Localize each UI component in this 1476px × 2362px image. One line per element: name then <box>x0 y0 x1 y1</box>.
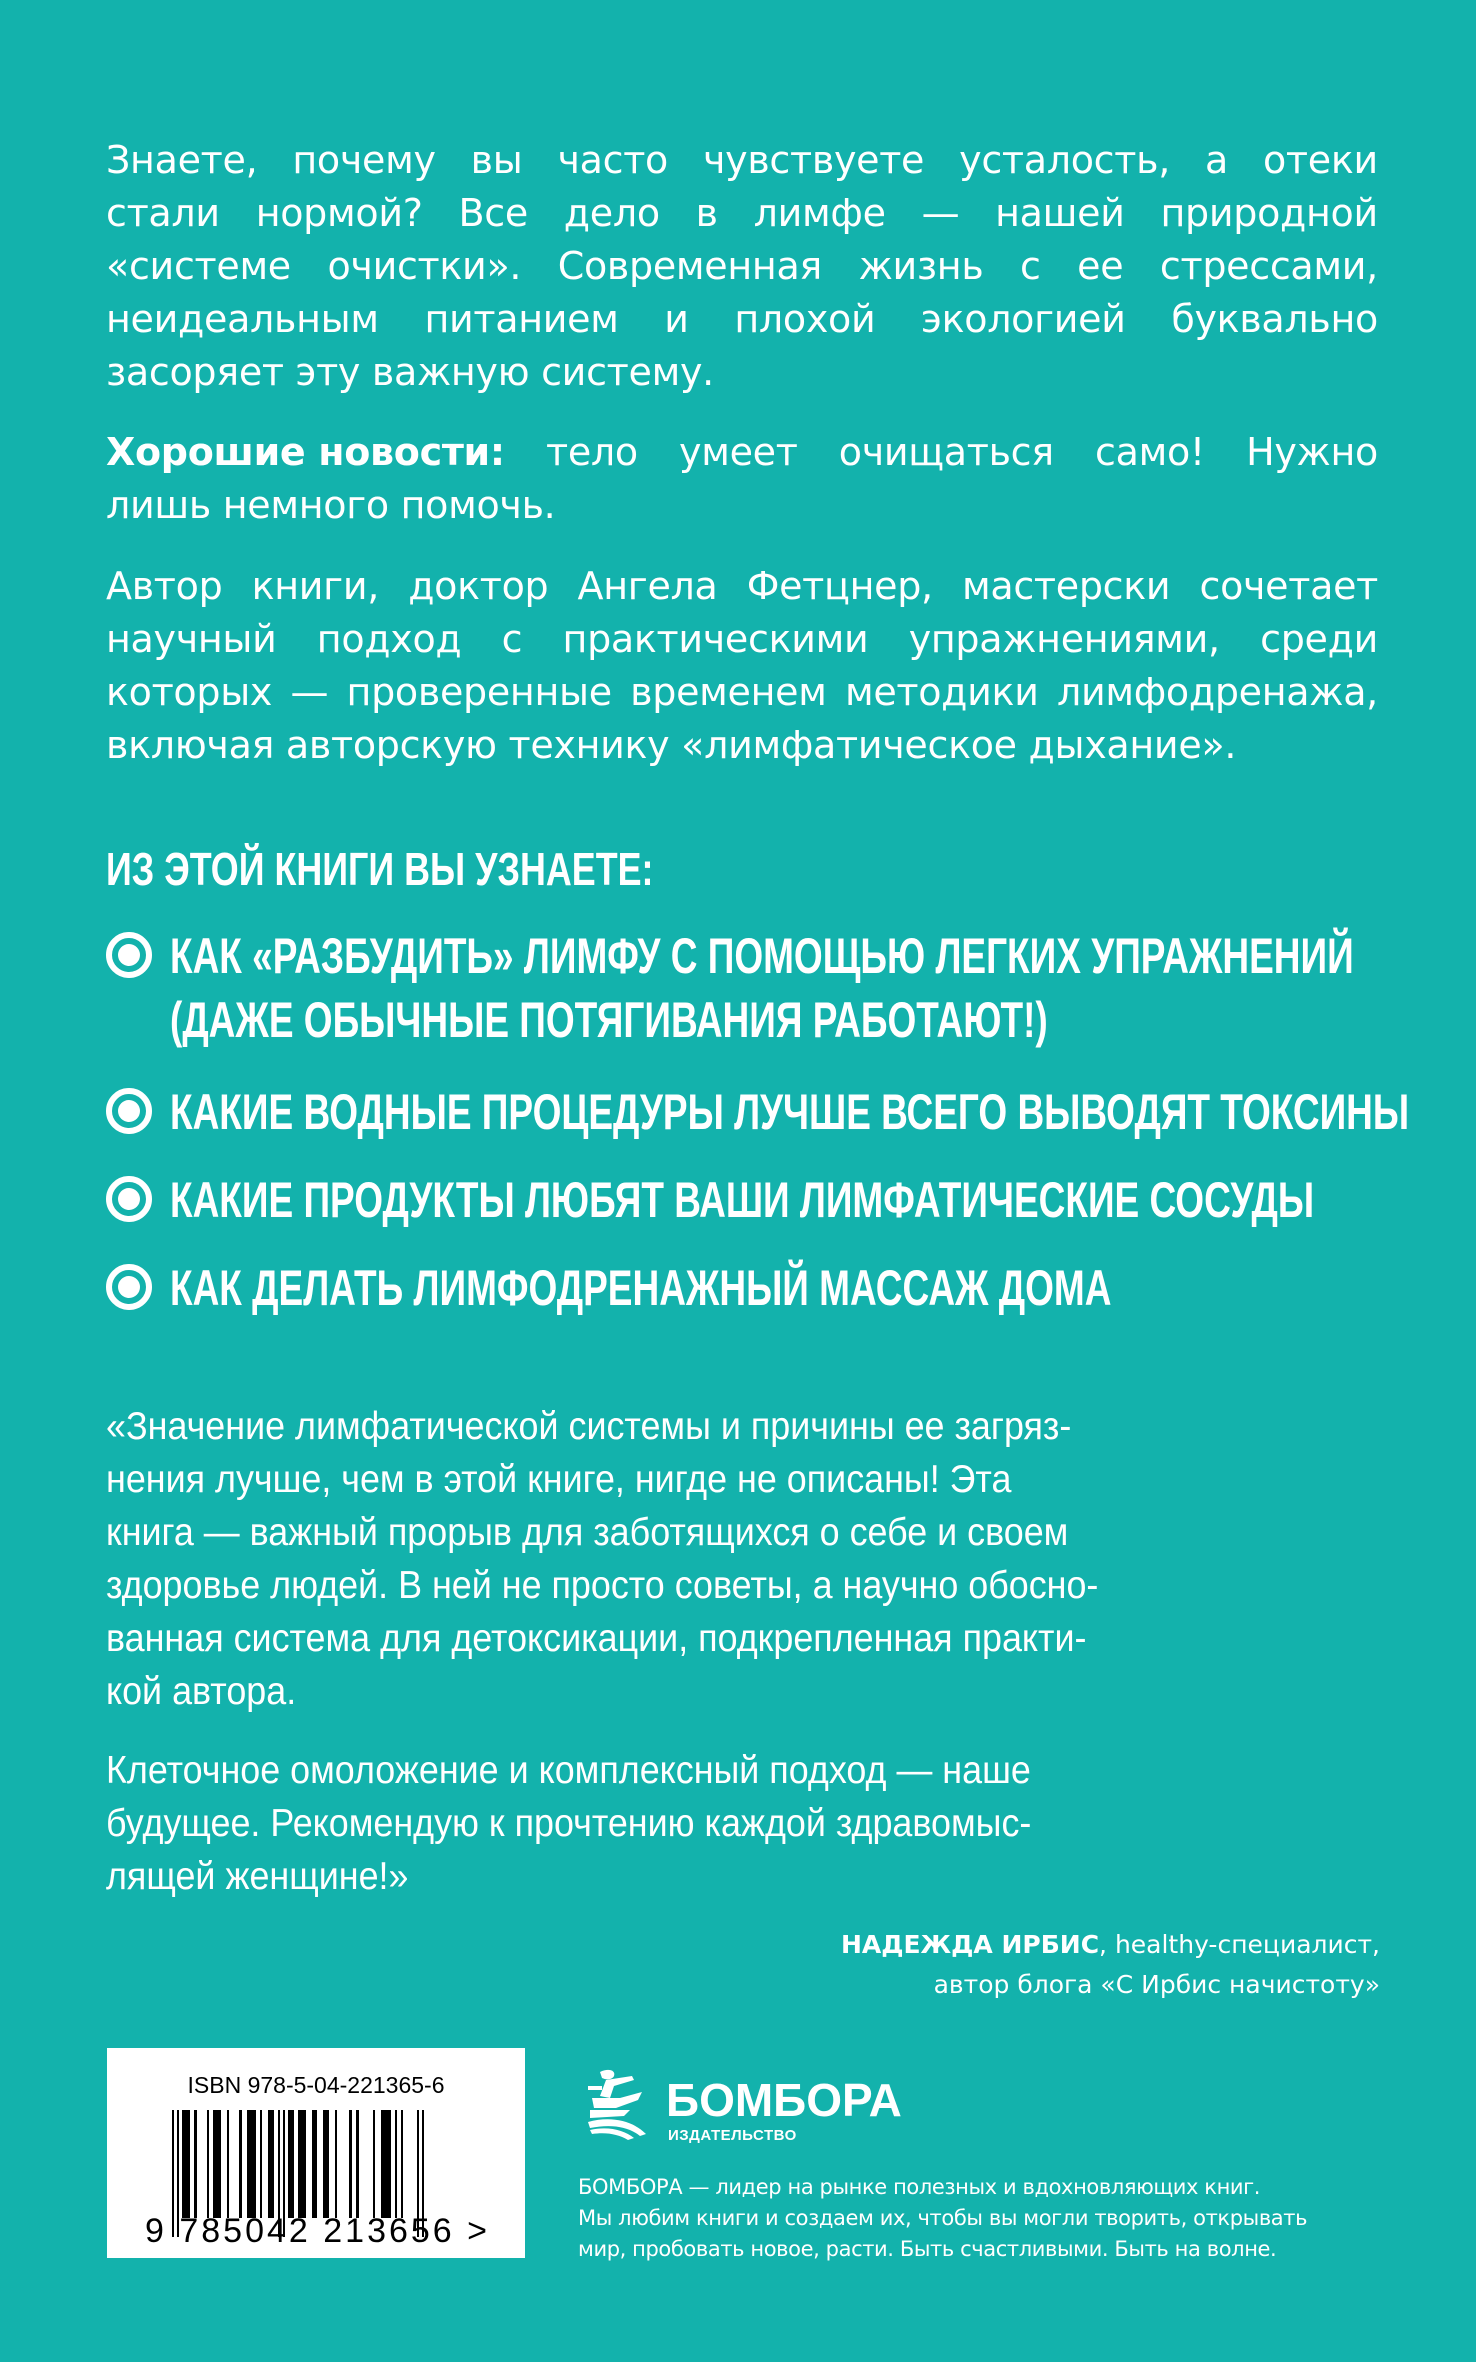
quote-line: нения лучше, чем в этой книге, нигде не описаны! Эта <box>106 1458 1012 1501</box>
blurb-line: мир, пробовать новое, расти. Быть счастливыми. Быть на волне. <box>578 2237 1277 2261</box>
word: и <box>664 297 689 341</box>
word: нашей <box>995 191 1125 235</box>
word: нормой? <box>255 191 423 235</box>
word: Нужно <box>1246 430 1378 474</box>
word: доктор <box>408 564 549 608</box>
word: Фетцнер, <box>746 564 933 608</box>
author-paragraph <box>106 560 1378 772</box>
word: само! <box>1095 430 1205 474</box>
word: Знаете, <box>106 138 258 182</box>
word: ее <box>1077 244 1124 288</box>
quote-line: Клеточное омоложение и комплексный подход — наше <box>106 1749 1031 1792</box>
word: — <box>290 670 329 714</box>
attribution-line-1 <box>841 1925 1380 1965</box>
word: очищаться <box>838 430 1054 474</box>
testimonial-paragraph-1 <box>106 1400 1276 1718</box>
word: дело <box>563 191 660 235</box>
word: упражнениями, <box>908 617 1220 661</box>
good-news-line-2: лишь немного помочь. <box>106 483 556 527</box>
good-news-line-1 <box>106 426 1378 479</box>
learn-item-4 <box>106 1258 1442 1318</box>
target-circle-icon <box>106 1264 152 1310</box>
learn-item-line: (ДАЖЕ ОБЫЧНЫЕ ПОТЯГИВАНИЯ РАБОТАЮТ!) <box>170 992 1048 1048</box>
attribution-author-name: НАДЕЖДА ИРБИС <box>840 1930 1100 1959</box>
quote-line: будущее. Рекомендую к прочтению каждой здравомыс- <box>106 1802 1032 1845</box>
blurb-line: БОМБОРА — лидер на рынке полезных и вдохновляющих книг. <box>578 2175 1261 2199</box>
intro-line-3 <box>106 240 1378 293</box>
learn-item-line: КАК ДЕЛАТЬ ЛИМФОДРЕНАЖНЫЙ МАССАЖ ДОМА <box>170 1260 1112 1316</box>
isbn-barcode <box>107 2048 525 2258</box>
author-line-3 <box>106 666 1378 719</box>
word: временем <box>630 670 827 714</box>
quote-line: здоровье людей. В ней не просто советы, а научно обосно- <box>106 1564 1099 1607</box>
word: Автор <box>106 564 223 608</box>
barcode-digits: 9 785042 213656 > <box>145 2212 491 2250</box>
word: плохой <box>734 297 876 341</box>
word: книги, <box>251 564 380 608</box>
intro-paragraph <box>106 134 1378 399</box>
word: жизнь <box>858 244 984 288</box>
target-circle-icon <box>106 932 152 978</box>
learn-item-2 <box>106 1082 1476 1142</box>
intro-line-5: засоряет эту важную систему. <box>106 350 714 394</box>
author-line-2 <box>106 613 1378 666</box>
word: тело <box>545 430 638 474</box>
learn-item-1 <box>106 926 1476 1050</box>
word: сочетает <box>1199 564 1378 608</box>
word: практическими <box>562 617 869 661</box>
word: неидеальным <box>106 297 379 341</box>
word: отеки <box>1262 138 1378 182</box>
word: лимфе <box>753 191 886 235</box>
target-circle-icon <box>106 1176 152 1222</box>
learn-item-text <box>170 1258 1111 1318</box>
intro-line-1 <box>106 134 1378 187</box>
quote-line: лящей женщине!» <box>106 1855 409 1898</box>
testimonial-paragraph-2 <box>106 1744 1276 1903</box>
word: усталость, <box>959 138 1170 182</box>
word: мастерски <box>961 564 1171 608</box>
quote-line: ванная система для детоксикации, подкрепленная практи- <box>106 1617 1087 1660</box>
author-line-4: включая авторскую технику «лимфатическое дыхание». <box>106 723 1237 767</box>
learn-item-line: КАКИЕ ПРОДУКТЫ ЛЮБЯТ ВАШИ ЛИМФАТИЧЕСКИЕ СОСУДЫ <box>170 1172 1315 1228</box>
learn-item-3 <box>106 1170 1476 1230</box>
word: питанием <box>424 297 619 341</box>
isbn-label: ISBN 978-5-04-221365-6 <box>187 2072 445 2098</box>
bombora-surfer-logo-icon <box>580 2064 660 2144</box>
word: лимфодренажа, <box>1056 670 1378 714</box>
publisher-subtitle: ИЗДАТЕЛЬСТВО <box>668 2127 797 2144</box>
word: проверенные <box>346 670 612 714</box>
word: Все <box>458 191 528 235</box>
intro-line-2 <box>106 187 1378 240</box>
learn-item-line: КАК «РАЗБУДИТЬ» ЛИМФУ С ПОМОЩЬЮ ЛЕГКИХ УПРАЖНЕНИЙ <box>170 928 1354 984</box>
word: буквально <box>1171 297 1378 341</box>
target-circle-icon <box>106 1088 152 1134</box>
word: которых <box>106 670 273 714</box>
word: стали <box>106 191 220 235</box>
learn-item-text <box>170 1082 1409 1142</box>
quote-line: книга — важный прорыв для заботящихся о себе и своем <box>106 1511 1069 1554</box>
learn-heading: ИЗ ЭТОЙ КНИГИ ВЫ УЗНАЕТЕ: <box>106 843 654 895</box>
learn-item-text <box>170 1170 1314 1230</box>
word: стрессами, <box>1159 244 1378 288</box>
attribution-author-role: , healthy-специалист, <box>1099 1930 1380 1959</box>
good-news-lead: Хорошие новости: <box>106 430 505 474</box>
quote-line: «Значение лимфатической системы и причины ее загряз- <box>106 1405 1072 1448</box>
publisher-name: БОМБОРА <box>666 2074 902 2126</box>
word: «системе <box>106 244 291 288</box>
publisher-blurb <box>578 2172 1378 2265</box>
word: в <box>695 191 718 235</box>
word: Ангела <box>577 564 718 608</box>
good-news-paragraph <box>106 426 1378 532</box>
word: очистки». <box>327 244 522 288</box>
learn-item-text <box>170 926 1354 1050</box>
word: почему <box>292 138 436 182</box>
word: Современная <box>557 244 822 288</box>
barcode-bars <box>172 2110 472 2218</box>
blurb-line: Мы любим книги и создаем их, чтобы вы могли творить, открывать <box>578 2206 1308 2230</box>
word: часто <box>557 138 668 182</box>
word: с <box>1020 244 1041 288</box>
word: природной <box>1160 191 1378 235</box>
attribution-blog: автор блога «С Ирбис начистоту» <box>933 1970 1380 1999</box>
word: вы <box>470 138 523 182</box>
quote-line: кой автора. <box>106 1670 297 1713</box>
intro-line-4 <box>106 293 1378 346</box>
author-line-1 <box>106 560 1378 613</box>
word: экологией <box>921 297 1126 341</box>
word: среди <box>1260 617 1378 661</box>
learn-item-line: КАКИЕ ВОДНЫЕ ПРОЦЕДУРЫ ЛУЧШЕ ВСЕГО ВЫВОДЯТ ТОКСИНЫ <box>170 1084 1410 1140</box>
testimonial-attribution <box>841 1925 1380 2005</box>
word: подход <box>316 617 462 661</box>
publisher-logo <box>580 2064 902 2144</box>
word: чувствуете <box>702 138 925 182</box>
word: научный <box>106 617 277 661</box>
word: — <box>921 191 960 235</box>
word: методики <box>844 670 1039 714</box>
word: а <box>1204 138 1228 182</box>
publisher-wordmark <box>660 2074 902 2144</box>
word: умеет <box>679 430 798 474</box>
word: с <box>501 617 523 661</box>
